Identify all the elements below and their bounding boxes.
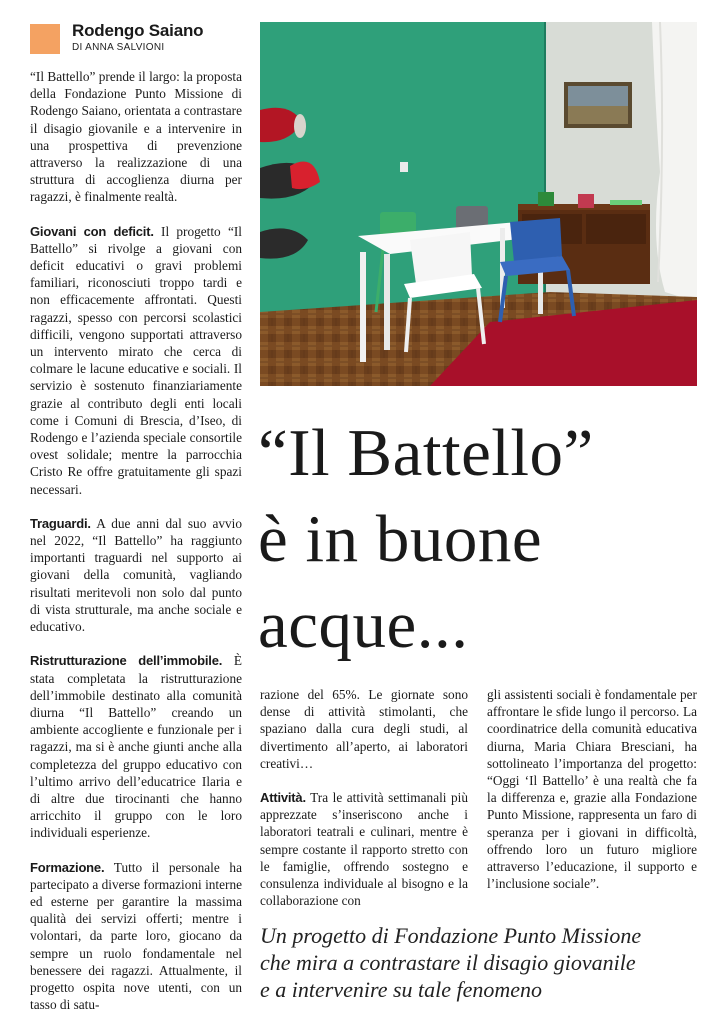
headline-line: è in buone: [258, 502, 543, 576]
pull-quote: [260, 922, 700, 1003]
article-intro: “Il Battello” prende il largo: la proposta della Fondazione Punto Missione di Rodengo Saiano, orientata a contrastare il disagio giovanile e a intervenire in una prospettiva di prevenzione attraverso la realizzazione di una struttura di accoglienza diurna per ragazzi, è finalmente realtà.: [30, 69, 242, 205]
paragraph-formazione-continued: razione del 65%. Le giornate sono dense di attività stimolanti, che spaziano dalla cura degli studi, al divertimento all’aperto, ai laboratori creativi…: [260, 687, 468, 771]
paragraph-attivita: [260, 789, 468, 909]
paragraph-giovani-text: Il progetto “Il Battello” si rivolge a giovani con deficit educativi o gravi problemi familiari, riconosciuti troppo tardi e non efficacemente affrontati. Questi ragazzi, spesso con percorsi scolastici difficili, vengono supportati attraverso un intervento mirato che cerca di colmare le lacune educative e sociali. Il servizio è sostenuto finanziariamente grazie al contributo degli enti locali come i Comuni di Brescia, d’Iseo, di Rodengo e l’azienda speciale consortile ovest solidale; mentre la parrocchia Cristo Re offre gratuitamente gli spazi necessari.: [30, 223, 242, 497]
article-column-right: [487, 686, 697, 909]
article-photo: [260, 22, 697, 386]
paragraph-formazione-text: Tutto il personale ha partecipato a diverse formazioni interne ed esterne per garantire la massima qualità dei servizi offerti; mentre i volontari, da parte loro, giocano da sempre un ruolo fondamentale nel benessere dei ragazzi. Attualmente, il progetto ospita nove utenti, con un tasso di satu-: [30, 859, 242, 1013]
subhead-attivita: Attività.: [260, 790, 306, 806]
paragraph-ristrutturazione: [30, 652, 242, 841]
paragraph-attivita-continued: gli assistenti sociali è fondamentale per affrontare le sfide lungo il percorso. La coordinatrice della comunità educativa diurna, Maria Chiara Bresciani, ha sottolineato l’importanza del progetto: “Oggi ‘Il Battello’ è una realtà che fa la differenza e, grazie alla Fondazione Punto Missione, rappresenta un faro di speranza per i giovani in difficoltà, offrendo loro un futuro migliore attraverso l’educazione, il supporto e l’inclusione sociale”.: [487, 687, 697, 892]
paragraph-formazione: [30, 859, 242, 1014]
headline-line: acque...: [258, 588, 469, 662]
section-color-marker: [30, 24, 60, 54]
headline-line: “Il Battello”: [258, 416, 594, 490]
paragraph-traguardi-text: A due anni dal suo avvio nel 2022, “Il Battello” ha raggiunto importanti traguardi nel supporto ai giovani della comunità, vagliando risultati meritevoli non solo dal punto di vista strutturale, ma anche sociale e educativo.: [30, 515, 242, 635]
paragraph-traguardi: [30, 515, 242, 635]
paragraph-attivita-text: Tra le attività settimanali più apprezzate s’inseriscono anche i laboratori teatrali e culinari, mentre è sempre costante il rapporto stretto con le famiglie, offrendo sostegno e consulenza individuale al bisogno e la collaborazione con: [260, 790, 468, 909]
pull-quote-line: e a intervenire su tale fenomeno: [260, 977, 543, 1002]
paragraph-ristrutturazione-text: È stata completata la ristrutturazione dell’immobile destinato alla comunità diurna “Il Battello” creando un ambiente accogliente e funzionale per i ragazzi, ma si è anche giunti anche alla completezza del gruppo educativo con l’ultimo arrivo dell’educatrice Ilaria e di altre due tirocinanti che hanno arricchito il gruppo con le loro individuali esperienze.: [30, 653, 242, 841]
subhead-ristrutturazione: Ristrutturazione dell’immobile.: [30, 653, 223, 669]
section-title: Rodengo Saiano: [72, 21, 204, 40]
subhead-traguardi: Traguardi.: [30, 515, 91, 531]
pull-quote-line: Un progetto di Fondazione Punto Missione: [260, 923, 642, 948]
subhead-giovani: Giovani con deficit.: [30, 223, 154, 239]
room-photo-illustration: [260, 22, 697, 386]
article-column-left: [30, 68, 242, 1030]
author-byline: DI ANNA SALVIONI: [72, 42, 165, 53]
pull-quote-line: che mira a contrastare il disagio giovanile: [260, 950, 636, 975]
subhead-formazione: Formazione.: [30, 859, 105, 875]
article-column-middle: [260, 686, 468, 926]
headline: [258, 410, 708, 668]
paragraph-giovani: [30, 223, 242, 498]
